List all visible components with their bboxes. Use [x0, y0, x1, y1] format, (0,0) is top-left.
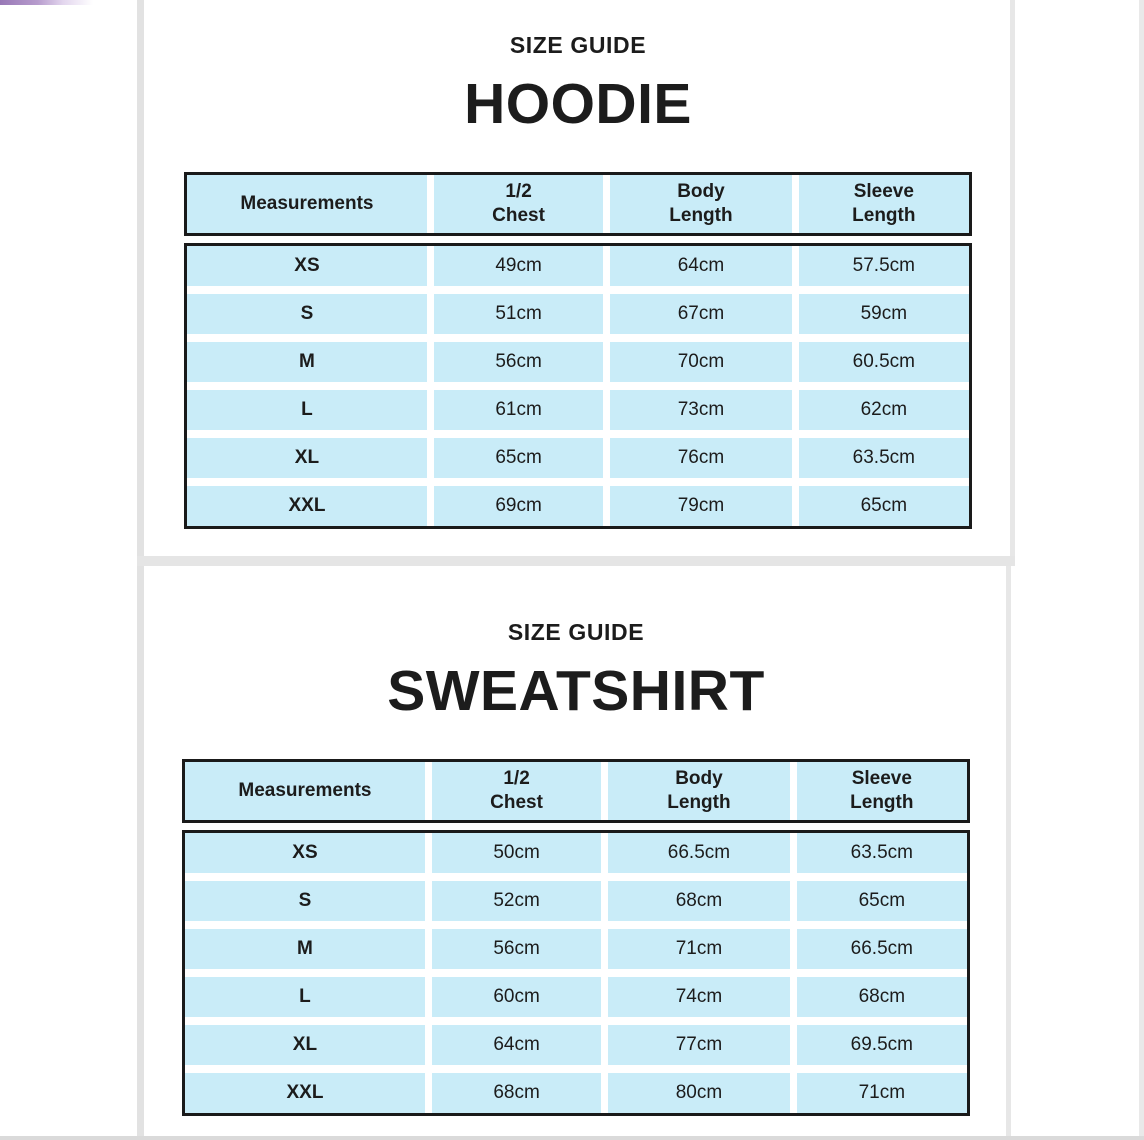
table-body [182, 830, 970, 1116]
page-right-edge-line [1139, 0, 1144, 1140]
column-header-cell: 1/2 Chest [432, 762, 601, 820]
measurement-value-cell: 71cm [608, 929, 789, 969]
column-header-cell: Body Length [608, 762, 789, 820]
table-body [184, 243, 972, 529]
size-label-cell: XL [187, 438, 427, 478]
measurement-value-cell: 67cm [610, 294, 791, 334]
measurement-value-cell: 66.5cm [608, 833, 789, 873]
measurement-value-cell: 79cm [610, 486, 791, 526]
size-label-cell: XS [187, 246, 427, 286]
measurement-value-cell: 77cm [608, 1025, 789, 1065]
measurement-value-cell: 69cm [434, 486, 603, 526]
measurement-value-cell: 66.5cm [797, 929, 967, 969]
size-table [184, 172, 972, 529]
section-title: SWEATSHIRT [387, 659, 765, 723]
column-header-cell: Measurements [187, 175, 427, 233]
size-label-cell: XL [185, 1025, 425, 1065]
purple-accent-fragment [0, 0, 150, 5]
size-guide-eyebrow: SIZE GUIDE [507, 619, 645, 645]
measurement-value-cell: 64cm [610, 246, 791, 286]
measurement-value-cell: 49cm [434, 246, 603, 286]
size-label-cell: L [187, 390, 427, 430]
sweatshirt-size-guide-section [144, 566, 1008, 1136]
column-header-cell: Measurements [185, 762, 425, 820]
measurement-value-cell: 51cm [434, 294, 603, 334]
measurement-value-cell: 60cm [432, 977, 601, 1017]
measurement-value-cell: 62cm [799, 390, 969, 430]
size-label-cell: M [185, 929, 425, 969]
measurement-value-cell: 80cm [608, 1073, 789, 1113]
size-label-cell: XXL [187, 486, 427, 526]
table-header-row [184, 172, 972, 236]
left-panel-divider-line [137, 0, 144, 1140]
measurement-value-cell: 57.5cm [799, 246, 969, 286]
measurement-value-cell: 60.5cm [799, 342, 969, 382]
measurement-value-cell: 61cm [434, 390, 603, 430]
measurement-value-cell: 59cm [799, 294, 969, 334]
size-label-cell: S [185, 881, 425, 921]
measurement-value-cell: 50cm [432, 833, 601, 873]
size-label-cell: XS [185, 833, 425, 873]
column-header-cell: Body Length [610, 175, 791, 233]
measurement-value-cell: 68cm [432, 1073, 601, 1113]
measurement-value-cell: 63.5cm [799, 438, 969, 478]
page-bottom-edge-strip [0, 1136, 1144, 1140]
size-table [182, 759, 970, 1116]
table-header-row [182, 759, 970, 823]
column-header-cell: 1/2 Chest [434, 175, 603, 233]
measurement-value-cell: 65cm [797, 881, 967, 921]
size-label-cell: XXL [185, 1073, 425, 1113]
measurement-value-cell: 68cm [608, 881, 789, 921]
measurement-value-cell: 73cm [610, 390, 791, 430]
measurement-value-cell: 65cm [434, 438, 603, 478]
measurement-value-cell: 71cm [797, 1073, 967, 1113]
measurement-value-cell: 76cm [610, 438, 791, 478]
size-label-cell: M [187, 342, 427, 382]
column-header-cell: Sleeve Length [799, 175, 969, 233]
column-header-cell: Sleeve Length [797, 762, 967, 820]
measurement-value-cell: 52cm [432, 881, 601, 921]
size-label-cell: L [185, 977, 425, 1017]
measurement-value-cell: 65cm [799, 486, 969, 526]
measurement-value-cell: 63.5cm [797, 833, 967, 873]
hoodie-size-guide-section [144, 0, 1012, 556]
measurement-value-cell: 56cm [434, 342, 603, 382]
measurement-value-cell: 64cm [432, 1025, 601, 1065]
measurement-value-cell: 74cm [608, 977, 789, 1017]
measurement-value-cell: 68cm [797, 977, 967, 1017]
section-divider-strip [137, 556, 1015, 566]
size-guide-eyebrow: SIZE GUIDE [509, 32, 647, 58]
measurement-value-cell: 69.5cm [797, 1025, 967, 1065]
size-label-cell: S [187, 294, 427, 334]
measurement-value-cell: 70cm [610, 342, 791, 382]
section-title: HOODIE [464, 72, 692, 136]
measurement-value-cell: 56cm [432, 929, 601, 969]
